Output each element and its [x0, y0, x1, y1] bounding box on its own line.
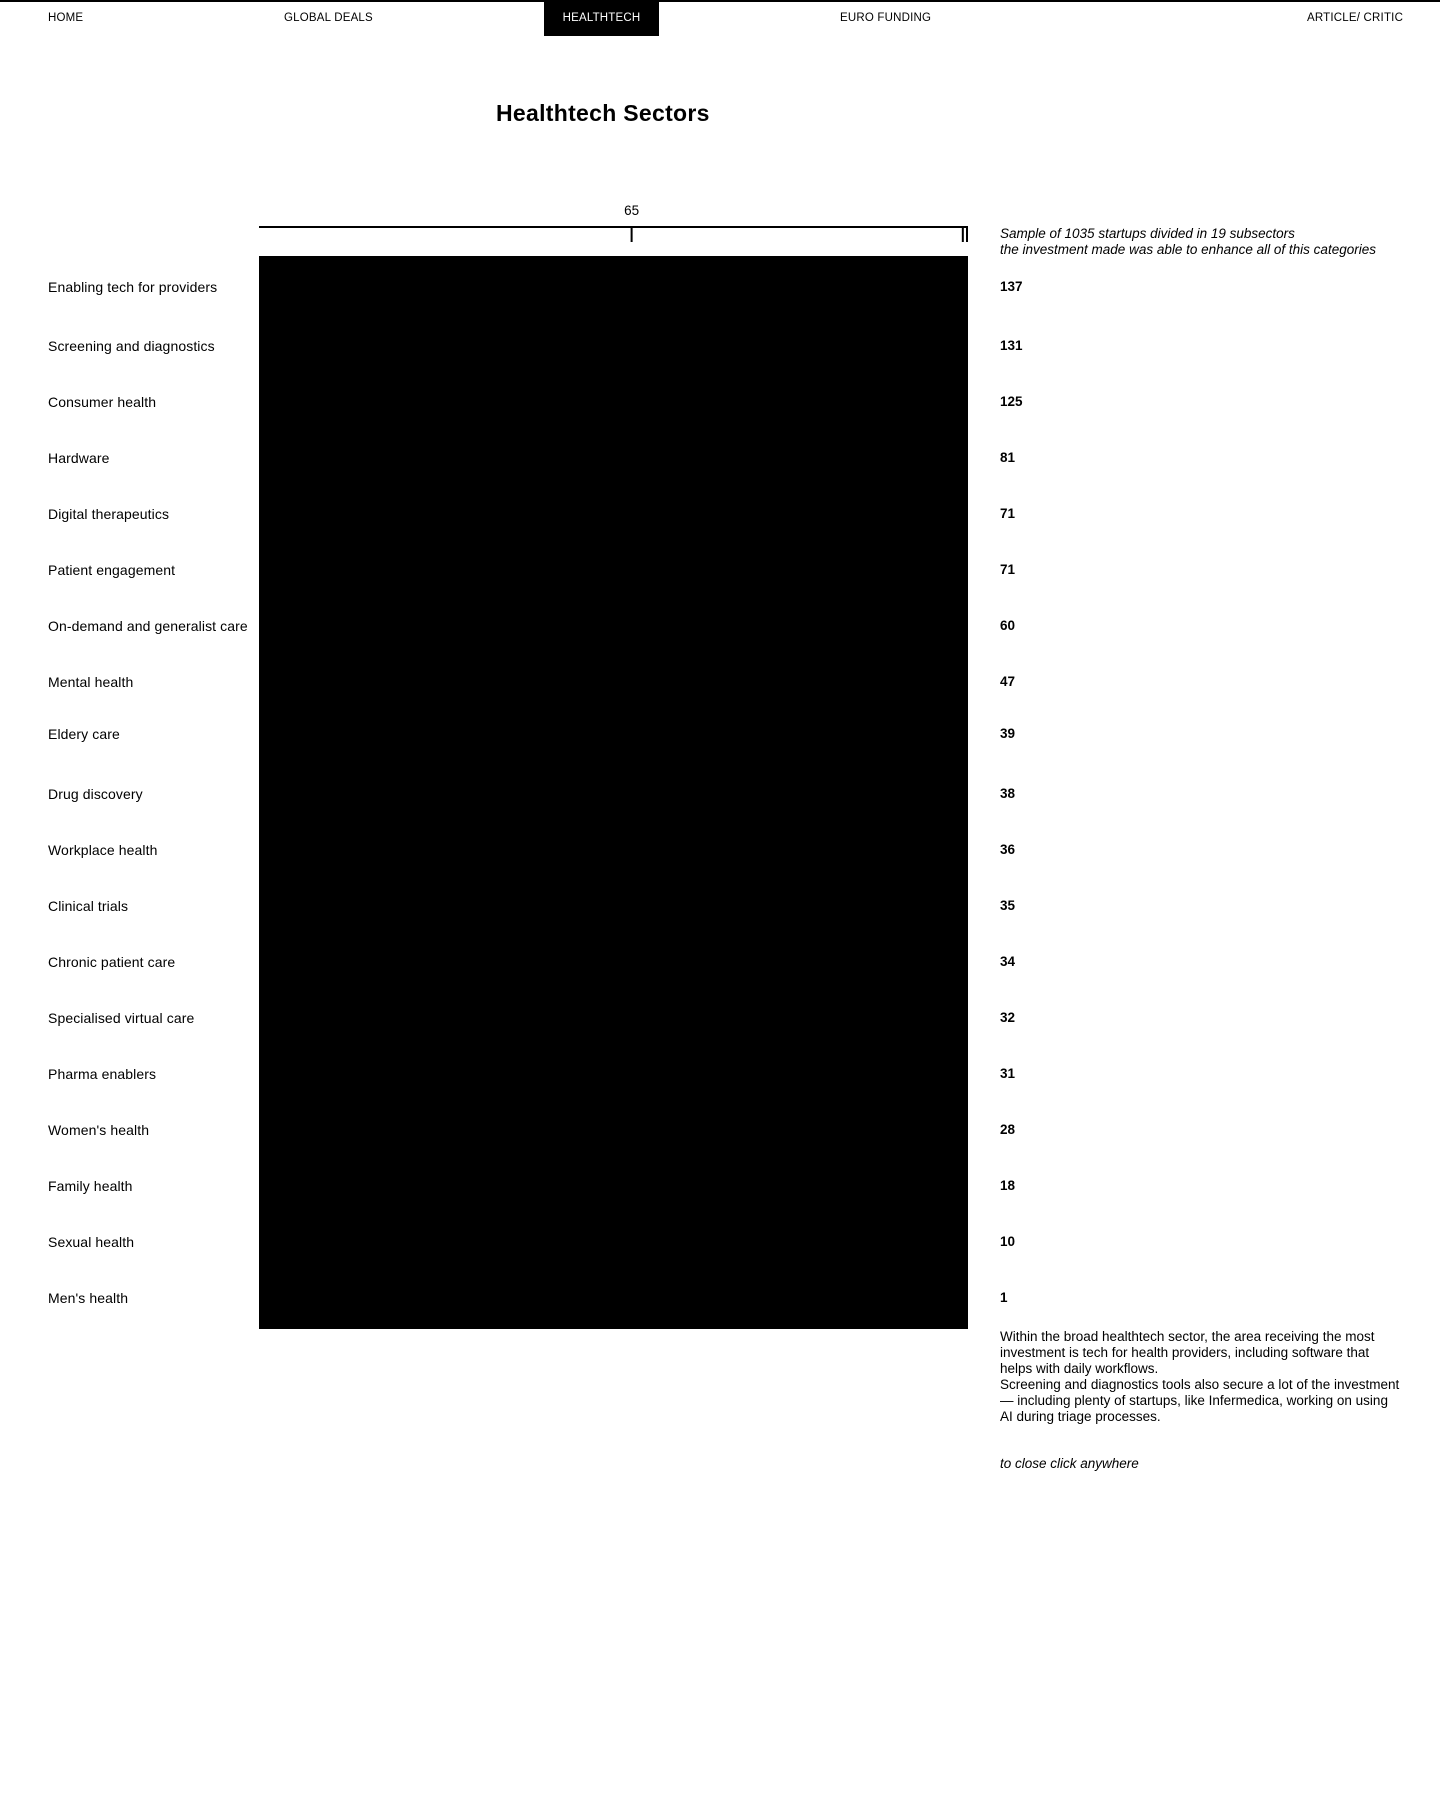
value-label: 131 — [1000, 338, 1023, 353]
category-label: Eldery care — [48, 726, 120, 742]
value-label: 60 — [1000, 618, 1016, 633]
description-paragraph: Within the broad healthtech sector, the area receiving the most investment is tech for health providers, including software that helps with daily workflows. — [1000, 1329, 1375, 1376]
category-label: Enabling tech for providers — [48, 279, 218, 295]
category-label: Pharma enablers — [48, 1066, 157, 1082]
category-label: On-demand and generalist care — [48, 618, 248, 634]
category-label: Sexual health — [48, 1234, 135, 1250]
sample-note — [1000, 226, 1376, 258]
category-label: Consumer health — [48, 394, 157, 410]
axis-tick-label: 65 — [624, 203, 640, 218]
value-label: 47 — [1000, 674, 1016, 689]
category-label: Mental health — [48, 674, 134, 690]
value-label: 125 — [1000, 394, 1023, 409]
category-label: Women's health — [48, 1122, 150, 1138]
nav-global-deals[interactable]: GLOBAL DEALS — [284, 12, 373, 24]
value-label: 71 — [1000, 506, 1016, 521]
bar — [962, 1273, 968, 1329]
category-label: Drug discovery — [48, 786, 143, 802]
value-label: 35 — [1000, 898, 1016, 913]
category-label: Clinical trials — [48, 898, 129, 914]
value-label: 39 — [1000, 726, 1016, 741]
value-label: 36 — [1000, 842, 1016, 857]
bar — [916, 1217, 968, 1329]
description-paragraph: Screening and diagnostics tools also secure a lot of the investment — including plenty of startups, like Infermedica, working on using AI during triage processes. — [1000, 1377, 1400, 1424]
category-label: Family health — [48, 1178, 133, 1194]
value-label: 38 — [1000, 786, 1016, 801]
value-label: 10 — [1000, 1234, 1016, 1249]
value-label: 31 — [1000, 1066, 1016, 1081]
category-label: Patient engagement — [48, 562, 176, 578]
value-label: 34 — [1000, 954, 1016, 969]
category-label: Workplace health — [48, 842, 158, 858]
value-label: 71 — [1000, 562, 1016, 577]
value-label: 18 — [1000, 1178, 1016, 1193]
value-label: 1 — [1000, 1290, 1008, 1305]
chart-description — [1000, 1329, 1400, 1425]
category-label: Chronic patient care — [48, 954, 176, 970]
page-title: Healthtech Sectors — [496, 100, 710, 126]
category-label: Screening and diagnostics — [48, 338, 215, 354]
sample-note-line-1: Sample of 1035 startups divided in 19 subsectors — [1000, 226, 1295, 241]
nav-home[interactable]: HOME — [48, 12, 84, 24]
category-label: Men's health — [48, 1290, 129, 1306]
value-label: 137 — [1000, 279, 1023, 294]
sample-note-line-2: the investment made was able to enhance all of this categories — [1000, 242, 1376, 257]
nav-article-critic[interactable]: ARTICLE/ CRITIC — [1307, 12, 1404, 24]
category-label: Digital therapeutics — [48, 506, 170, 522]
value-label: 32 — [1000, 1010, 1016, 1025]
nav-euro-funding[interactable]: EURO FUNDING — [840, 12, 932, 24]
value-label: 28 — [1000, 1122, 1016, 1137]
category-label: Hardware — [48, 450, 110, 466]
value-label: 81 — [1000, 450, 1016, 465]
category-label: Specialised virtual care — [48, 1010, 195, 1026]
close-hint[interactable]: to close click anywhere — [1000, 1456, 1139, 1471]
nav-healthtech[interactable]: HEALTHTECH — [544, 2, 659, 36]
